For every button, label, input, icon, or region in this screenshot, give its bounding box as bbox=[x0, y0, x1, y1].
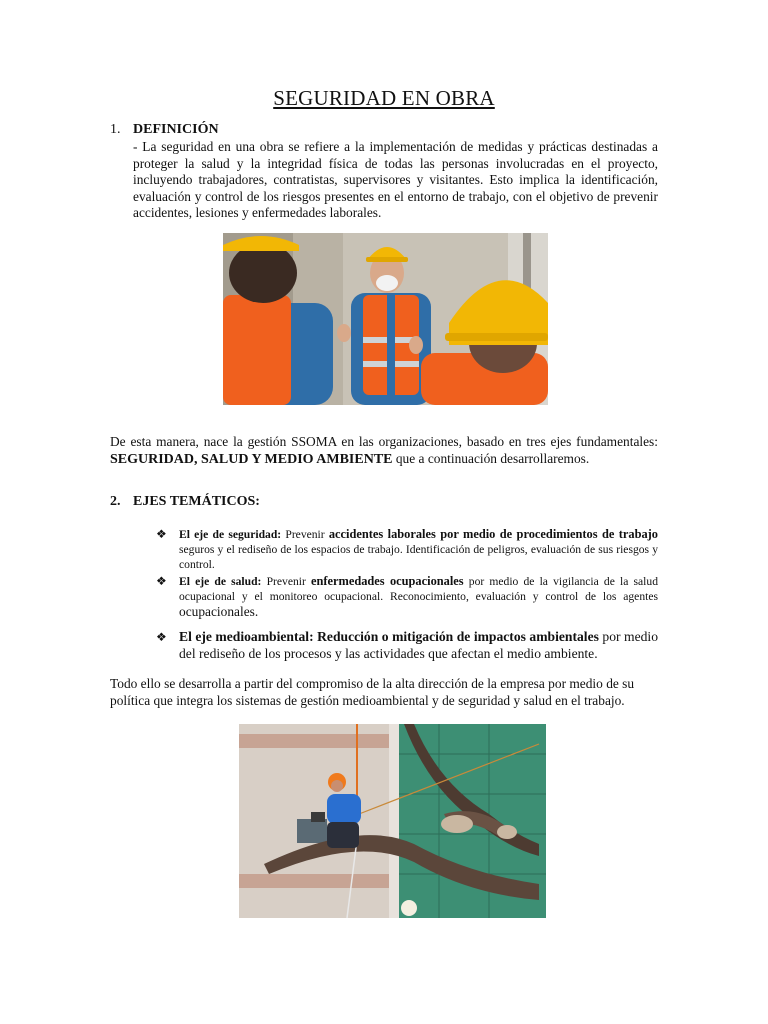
intro-text-1: De esta manera, nace la gestión SSOMA en las organizaciones, basado en tres ejes fundamentales: bbox=[110, 434, 658, 449]
diamond-bullet-icon: ❖ bbox=[156, 574, 167, 588]
bullet-text: seguros y el rediseño de los espacios de trabajo. Identificación de peligros, evaluación de sus riesgos y control. bbox=[179, 543, 658, 571]
bullet-text: ocupacionales. bbox=[179, 604, 259, 619]
ssoma-intro-paragraph bbox=[110, 434, 658, 468]
thematic-axes-list bbox=[156, 527, 658, 662]
intro-text-2: que a continuación desarrollaremos. bbox=[392, 450, 590, 466]
bullet-bold: enfermedades ocupacionales bbox=[310, 574, 464, 588]
bullet-text: por medio del rediseño de los procesos y las actividades que afectan el medio ambiente. bbox=[179, 629, 658, 661]
list-item-salud bbox=[156, 574, 658, 620]
section-title: DEFINICIÓN bbox=[133, 122, 219, 137]
list-item-medioambiental bbox=[156, 629, 658, 662]
workers-photo bbox=[223, 233, 548, 405]
closing-paragraph: Todo ello se desarrolla a partir del compromiso de la alta dirección de la empresa por medio de su política que integra los sistemas de gestión medioambiental y de seguridad y salud en el trabajo. bbox=[110, 676, 635, 708]
arborist-photo bbox=[239, 724, 546, 918]
list-item-seguridad bbox=[156, 527, 658, 572]
bullet-bold: accidentes laborales por medio de procedimientos de trabajo bbox=[328, 527, 658, 541]
section-definicion-heading bbox=[110, 122, 219, 138]
bullet-text: Prevenir bbox=[261, 575, 311, 588]
intro-bold-axes: SEGURIDAD, SALUD Y MEDIO AMBIENTE bbox=[110, 451, 393, 467]
bullet-bold: Reducción o mitigación de impactos ambientales bbox=[317, 629, 599, 644]
section-number: 1. bbox=[110, 122, 121, 137]
bullet-lead: El eje de salud: bbox=[179, 575, 262, 588]
section-title: EJES TEMÁTICOS: bbox=[133, 494, 260, 509]
definition-paragraph: - La seguridad en una obra se refiere a la implementación de medidas y prácticas destinadas a proteger la salud y la integridad física de todas las personas involucradas en el proyecto, incluyendo trabajadores, contratistas, supervisores y visitantes. Esto implica la identificación, evaluación y control de los riesgos presentes en el entorno de trabajo, con el objetivo de prevenir accidentes, lesiones y enfermedades laborales. bbox=[133, 139, 658, 221]
bullet-lead: El eje medioambiental: bbox=[179, 629, 314, 644]
document-title: SEGURIDAD EN OBRA bbox=[273, 86, 495, 110]
section-number: 2. bbox=[110, 494, 121, 509]
diamond-bullet-icon: ❖ bbox=[156, 527, 167, 541]
bullet-text: por medio de la vigilancia de la salud ocupacional y el monitoreo ocupacional. Reconocimiento, evaluación y control de los agentes bbox=[179, 575, 658, 603]
bullet-text: Prevenir bbox=[281, 528, 329, 541]
section-ejes-heading bbox=[110, 494, 260, 510]
diamond-bullet-icon: ❖ bbox=[156, 630, 167, 644]
bullet-lead: El eje de seguridad: bbox=[179, 528, 282, 541]
